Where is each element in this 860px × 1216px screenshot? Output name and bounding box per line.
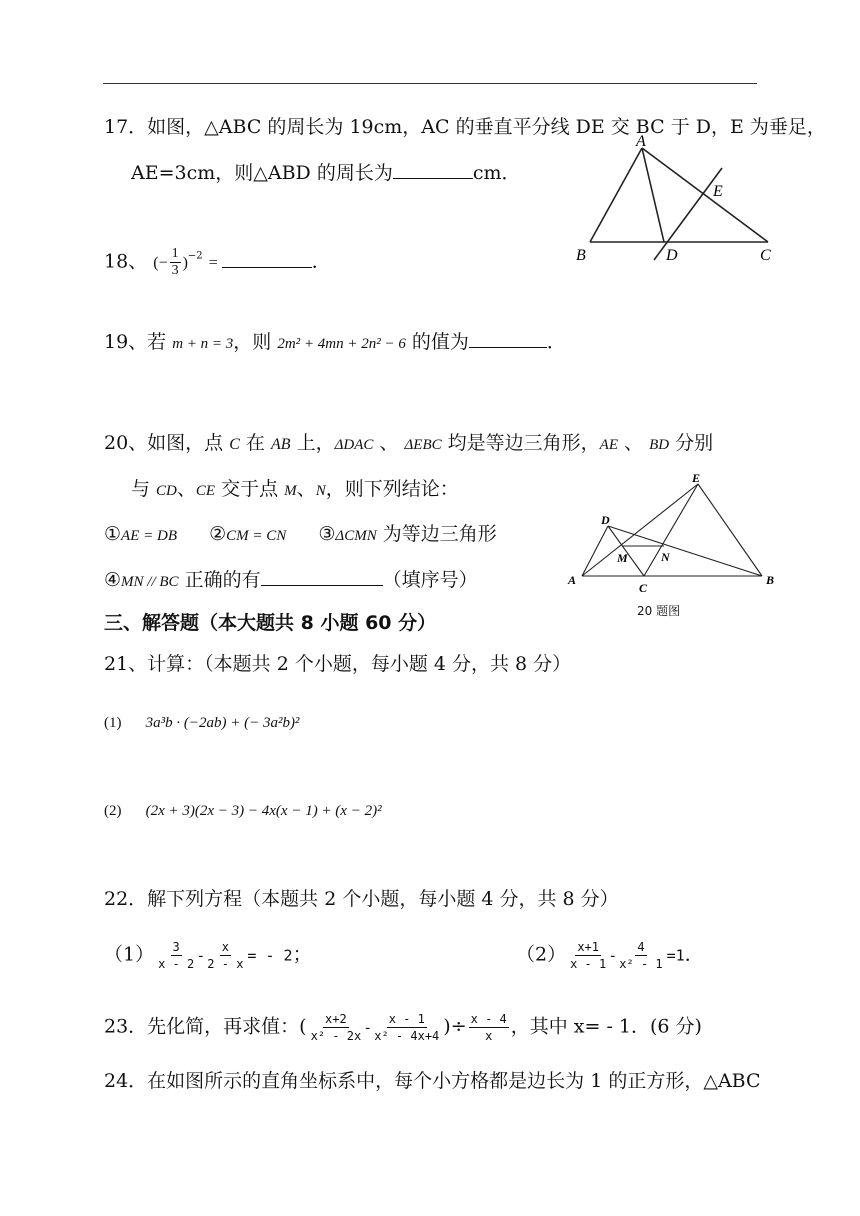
q23-frac2-num: x - 1 (388, 1012, 425, 1026)
q20-text-b: 在 (239, 432, 271, 454)
q17-label-D: D (666, 247, 678, 264)
q22-p2-frac1 (568, 940, 608, 971)
q18-fraction (170, 247, 181, 278)
q18-line (104, 247, 331, 278)
q22-p2-rhs: =1 (666, 946, 685, 965)
q20-segment-ab: AB (270, 436, 291, 453)
q22-p1-op: - (198, 946, 204, 965)
q21-p1-label: (1) (104, 715, 122, 731)
q23-frac3-den: x (485, 1029, 493, 1043)
q21-part2 (104, 797, 382, 823)
q20-label-M: M (617, 551, 628, 565)
q18-expr-open: (− (153, 254, 168, 272)
q23-frac1-num: x+2 (325, 1012, 347, 1026)
q19-mid: ，则 (233, 331, 278, 353)
q22-p1-frac2-den: 2 - x (207, 957, 244, 971)
q17-label-E: E (713, 183, 723, 200)
q19-line (104, 329, 566, 356)
q18-equals: = (208, 254, 222, 272)
q22-p1-frac1-num: 3 (172, 940, 180, 954)
q23-frac1-den: x² - 2x (310, 1029, 362, 1043)
q22-p2-frac1-den: x - 1 (570, 957, 607, 971)
q20-c4-number: ④ (104, 569, 122, 591)
q19-answer-blank[interactable] (469, 329, 547, 348)
q20-conclusions-row2 (104, 567, 478, 594)
q20-label-E: E (692, 471, 701, 485)
q20-conclusions-row1 (104, 522, 497, 548)
q20-point-n: N (315, 483, 326, 499)
q20-conclusion-4-tail: 正确的有 (178, 569, 261, 591)
q23-close: )÷ (443, 1015, 467, 1038)
q20-triangle-ebc: ΔEBC (404, 437, 442, 453)
q17-line2 (131, 160, 521, 185)
q17-answer-blank[interactable] (393, 160, 473, 179)
q17-figure (572, 132, 782, 268)
q23-frac2-den: x² - 4x+4 (374, 1029, 440, 1043)
q23-suffix: ，其中 x= - 1．(6 分) (510, 1015, 702, 1038)
q24-line1: 24．在如图所示的直角坐标系中，每个小方格都是边长为 1 的正方形，△ABC (104, 1070, 761, 1092)
section-3-heading: 三、解答题（本大题共 8 小题 60 分） (104, 612, 437, 634)
q20-conclusion-1: AE = DB (121, 528, 177, 544)
q22-stem: 22．解下列方程（本题共 2 个小题，每小题 4 分，共 8 分） (104, 888, 619, 910)
q22-p1-frac1-den: x - 2 (158, 957, 195, 971)
q18-prefix: 18、 (104, 250, 148, 273)
q20-text-e: 分别 (669, 432, 714, 454)
q22-p1-frac1 (156, 940, 196, 971)
q20-conclusion-2: CM = CN (226, 528, 287, 544)
q22-p1-frac2 (205, 940, 245, 971)
q20-answer-blank[interactable] (261, 567, 383, 586)
q21-p2-label: (2) (104, 803, 122, 819)
q20-text-a: 20、如图，点 (104, 432, 230, 454)
q20-text-f: 与 (131, 478, 157, 500)
q20-conclusion-4: MN // BC (121, 574, 179, 590)
q20-text-c: 上， (290, 432, 335, 454)
q21-p2-expression: (2x + 3)(2x − 3) − 4x(x − 1) + (x − 2)² (145, 803, 382, 819)
q20-label-B: B (766, 573, 775, 587)
q20-triangle-dac: ΔDAC (334, 437, 374, 453)
q18-answer-blank[interactable] (222, 249, 312, 268)
q20-text-h: ，则下列结论： (325, 478, 459, 500)
q20-segment-ce: CE (195, 483, 216, 499)
q18-expr-close: ) (182, 254, 188, 272)
q20-line1 (104, 431, 713, 457)
q20-figure (560, 470, 780, 596)
q19-suffix: 的值为 (405, 331, 469, 353)
q19-expression: 2m² + 4mn + 2n² − 6 (277, 336, 406, 352)
q22-p1-rhs: = - 2 (247, 946, 293, 965)
q20-label-A: A (568, 573, 577, 587)
q20-fill-hint: （填序号） (382, 569, 478, 591)
header-rule (103, 83, 757, 84)
q17-label-C: C (760, 247, 771, 264)
q22-p2-frac2-num: 4 (637, 940, 645, 954)
q20-label-D: D (601, 513, 610, 527)
q17-label-B: B (576, 247, 586, 264)
q20-segment-bd: BD (649, 437, 670, 453)
q20-label-N: N (661, 550, 670, 564)
q23-frac3-num: x - 4 (470, 1012, 507, 1026)
q19-prefix: 19、若 (104, 331, 173, 353)
q18-exponent: −2 (187, 250, 203, 262)
q20-point-c: C (229, 436, 240, 453)
q20-conclusion-3: ΔCMN (335, 528, 377, 544)
q17-text-before: AE=3cm，则△ABD 的周长为 (131, 162, 393, 184)
q22-p2-label: （2） (516, 943, 567, 966)
q18-frac-den: 3 (171, 263, 179, 278)
q20-text-d: 均是等边三角形， (441, 432, 600, 454)
q23-frac3 (469, 1012, 509, 1043)
q22-p2-op: - (610, 946, 616, 965)
q17-text-after: cm． (472, 162, 521, 184)
q20-c2-number: ② (209, 523, 227, 545)
q20-figure-caption: 20 题图 (637, 604, 681, 618)
q22-p2-frac2-den: x² - 1 (619, 957, 663, 971)
q22-p1-end: ； (292, 943, 312, 966)
q21-part1 (104, 709, 299, 735)
q20-c1-number: ① (104, 523, 122, 545)
q18-frac-num: 1 (171, 246, 179, 261)
q22-p1-label: （1） (104, 943, 155, 966)
q23-line (104, 1012, 702, 1043)
q23-frac2 (372, 1012, 441, 1043)
q17-text: 17．如图，△ABC 的周长为 19cm，AC 的垂直平分线 DE 交 BC 于 D，E 为垂足， (104, 116, 826, 138)
q20-point-m: M (284, 483, 297, 499)
q20-sep3: 、 (176, 478, 196, 500)
q22-p2-end: ． (684, 943, 704, 966)
q20-conclusion-3-tail: 为等边三角形 (376, 523, 497, 545)
q18-end: ． (311, 250, 331, 273)
q20-sep4: 、 (296, 478, 316, 500)
q20-sep: 、 (373, 432, 405, 454)
q20-c3-number: ③ (318, 523, 336, 545)
q20-segment-ae: AE (599, 437, 618, 453)
q23-op: - (365, 1018, 371, 1037)
q19-condition: m + n = 3 (172, 336, 234, 352)
q20-segment-cd: CD (156, 483, 177, 499)
q20-text-g: 交于点 (215, 478, 285, 500)
q22-part1 (104, 940, 312, 971)
q22-p1-frac2-num: x (221, 940, 229, 954)
q20-sep2: 、 (618, 432, 650, 454)
q19-end: ． (546, 331, 566, 353)
q21-stem: 21、计算：（本题共 2 个小题，每小题 4 分，共 8 分） (104, 653, 572, 675)
q20-label-C: C (639, 581, 648, 595)
q23-frac1 (309, 1012, 364, 1043)
q22-part2 (516, 940, 704, 971)
q21-p1-expression: 3a³b · (−2ab) + (− 3a²b)² (145, 715, 300, 731)
q22-p2-frac2 (617, 940, 664, 971)
q17-label-A: A (636, 133, 646, 150)
q22-p2-frac1-num: x+1 (577, 940, 599, 954)
q20-line2 (131, 477, 459, 503)
q23-prefix: 23．先化简，再求值：( (104, 1015, 307, 1038)
